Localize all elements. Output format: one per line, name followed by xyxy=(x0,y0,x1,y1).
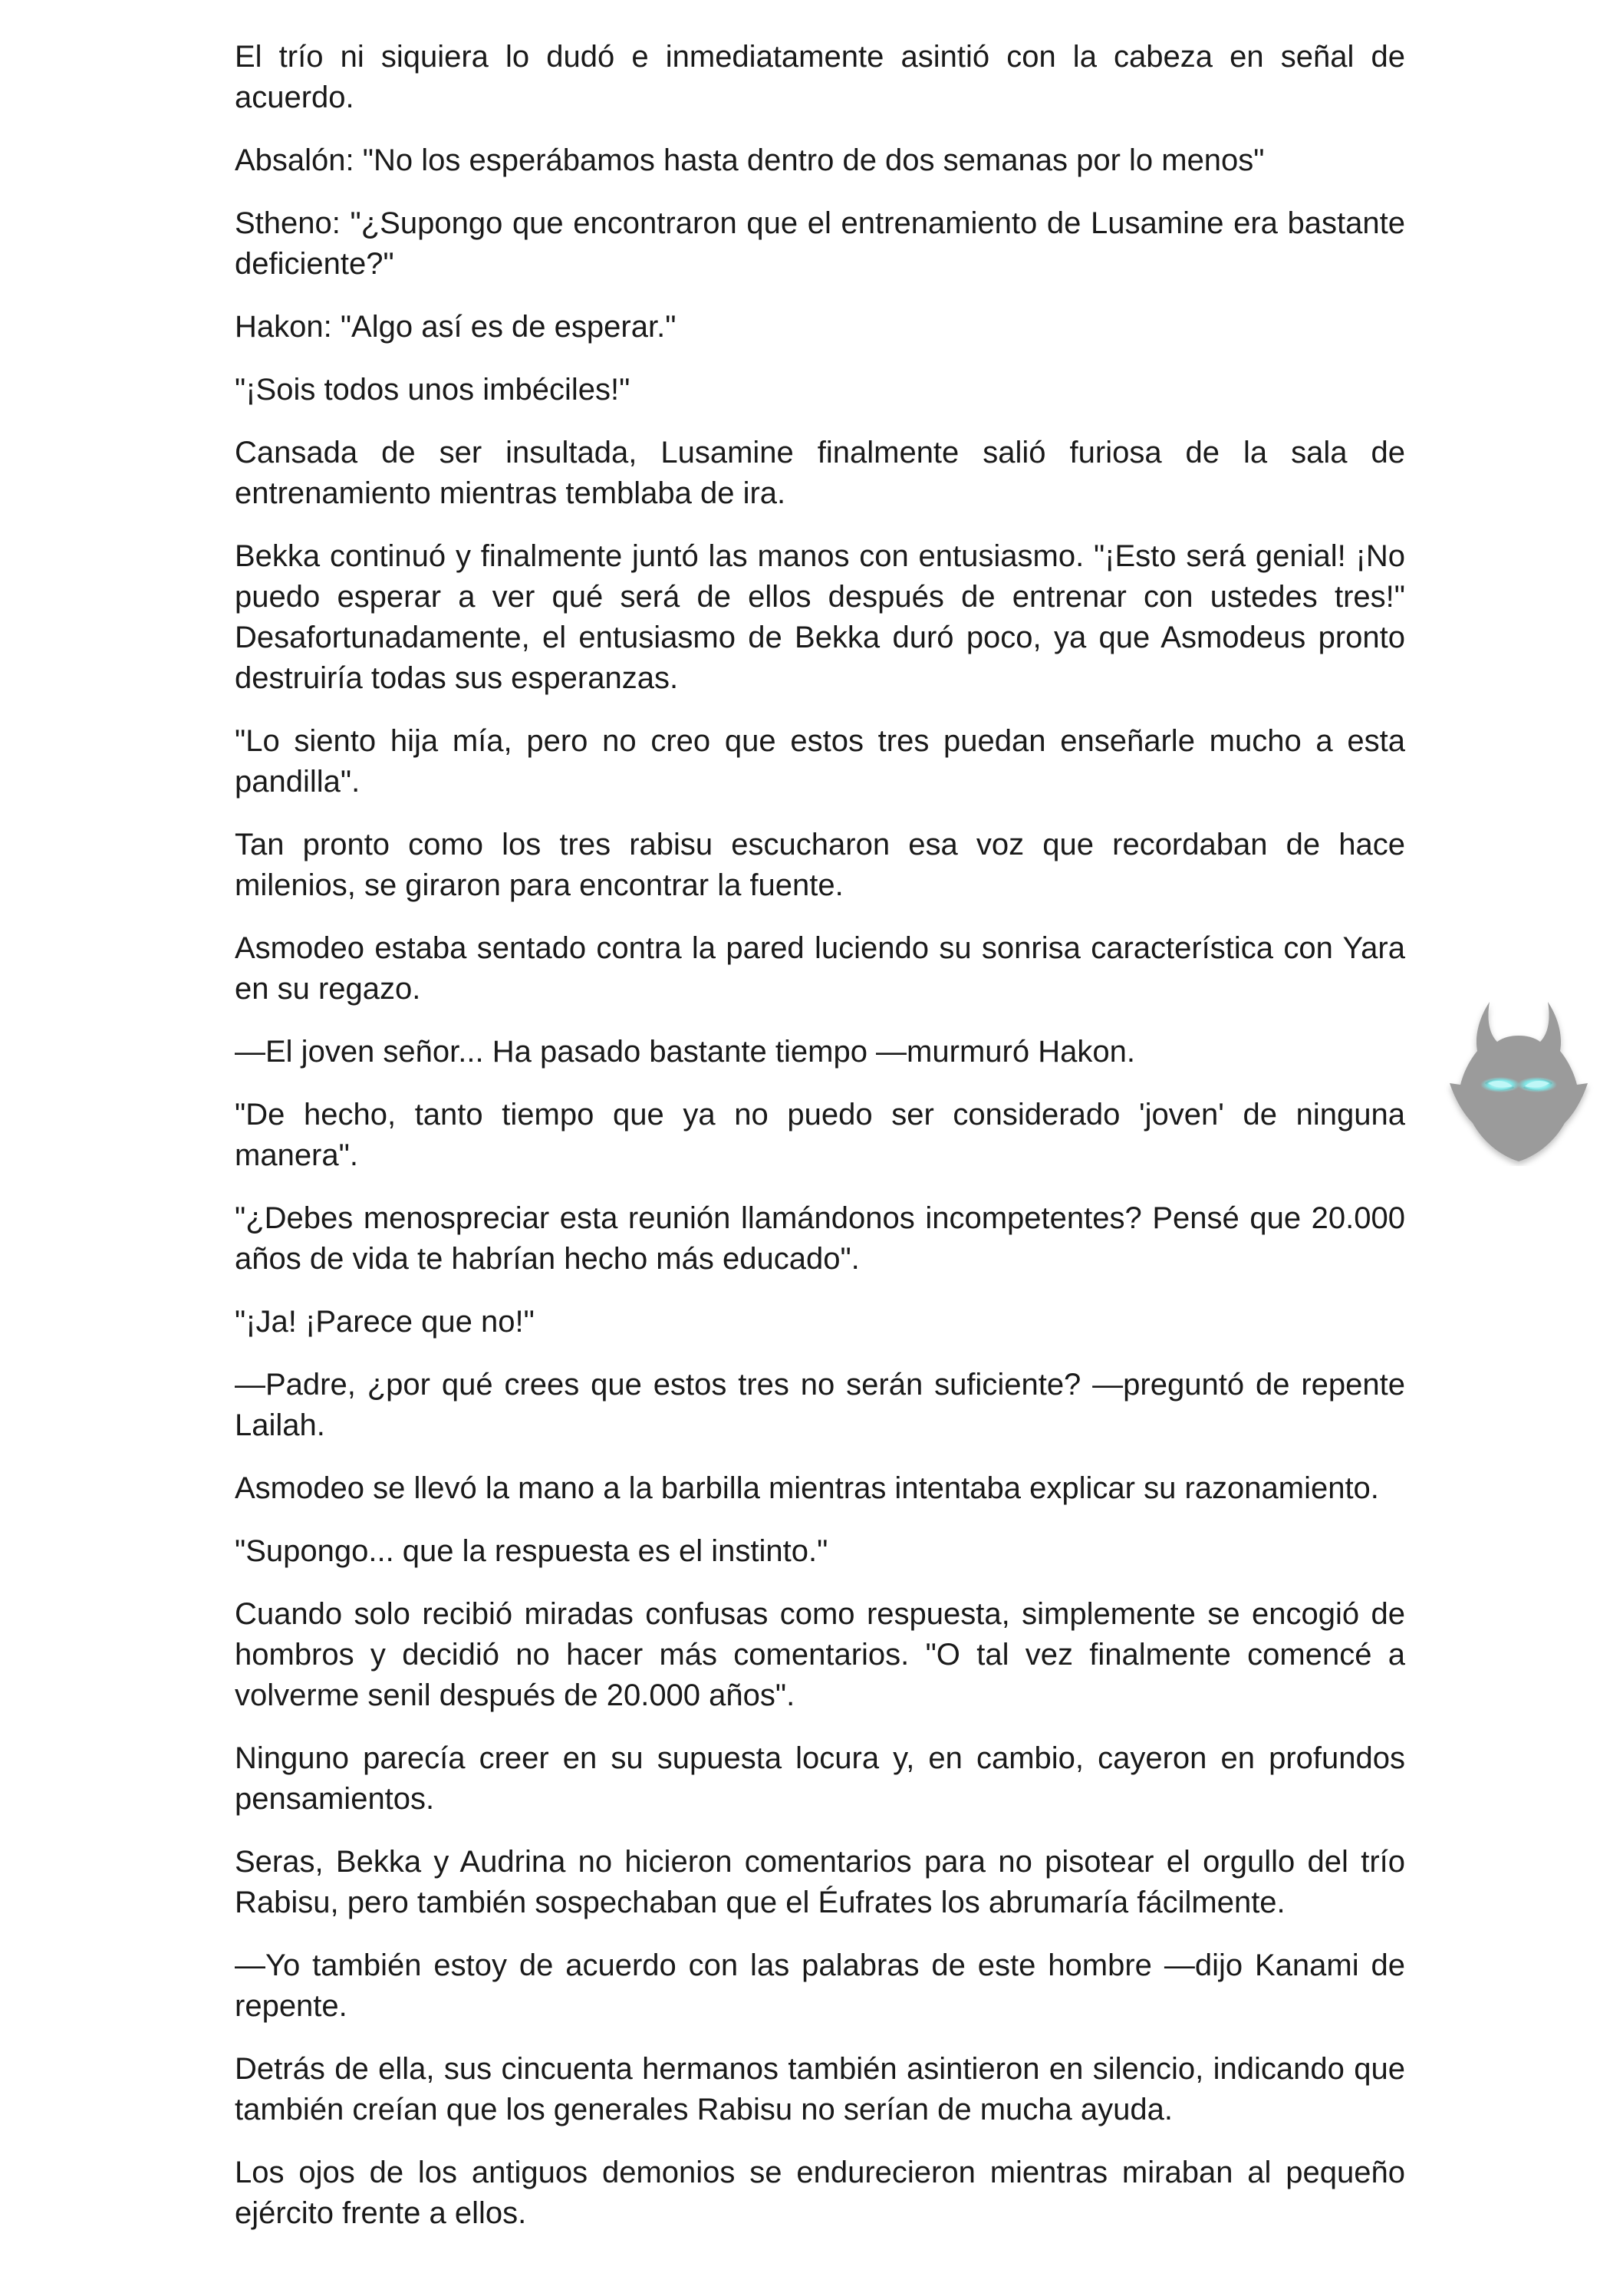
paragraph: Cansada de ser insultada, Lusamine finalmente salió furiosa de la sala de entrenamiento mientras temblaba de ira. xyxy=(235,436,1405,510)
paragraph: Asmodeo se llevó la mano a la barbilla mientras intentaba explicar su razonamiento. xyxy=(235,1471,1379,1505)
paragraph: Los ojos de los antiguos demonios se endurecieron mientras miraban al pequeño ejército frente a ellos. xyxy=(235,2156,1405,2230)
paragraph: Seras, Bekka y Audrina no hicieron comentarios para no pisotear el orgullo del trío Rabisu, pero también sospechaban que el Éufrates los abrumaría fácilmente. xyxy=(235,1845,1405,1919)
document-body xyxy=(235,37,1405,2234)
paragraph: Cuando solo recibió miradas confusas como respuesta, simplemente se encogió de hombros y decidió no hacer más comentarios. "O tal vez finalmente comencé a volverme senil después de 20.000 años". xyxy=(235,1597,1405,1712)
demon-head-icon xyxy=(1442,997,1595,1166)
paragraph: "¿Debes menospreciar esta reunión llamándonos incompetentes? Pensé que 20.000 años de vida te habrían hecho más educado". xyxy=(235,1201,1405,1276)
paragraph: Tan pronto como los tres rabisu escucharon esa voz que recordaban de hace milenios, se giraron para encontrar la fuente. xyxy=(235,828,1405,902)
paragraph: —Yo también estoy de acuerdo con las palabras de este hombre —dijo Kanami de repente. xyxy=(235,1948,1405,2023)
paragraph: Hakon: "Algo así es de esperar." xyxy=(235,310,677,344)
paragraph: Absalón: "No los esperábamos hasta dentro de dos semanas por lo menos" xyxy=(235,143,1265,177)
paragraph: "¡Ja! ¡Parece que no!" xyxy=(235,1305,535,1339)
paragraph: "Lo siento hija mía, pero no creo que estos tres puedan enseñarle mucho a esta pandilla". xyxy=(235,724,1405,799)
paragraph: —Padre, ¿por qué crees que estos tres no serán suficiente? —preguntó de repente Lailah. xyxy=(235,1368,1405,1442)
paragraph: —El joven señor... Ha pasado bastante tiempo —murmuró Hakon. xyxy=(235,1035,1135,1069)
paragraph: El trío ni siquiera lo dudó e inmediatamente asintió con la cabeza en señal de acuerdo. xyxy=(235,40,1405,114)
paragraph: "Supongo... que la respuesta es el instinto." xyxy=(235,1534,828,1568)
paragraph: "De hecho, tanto tiempo que ya no puedo ser considerado 'joven' de ninguna manera". xyxy=(235,1098,1405,1172)
paragraph: Ninguno parecía creer en su supuesta locura y, en cambio, cayeron en profundos pensamientos. xyxy=(235,1741,1405,1816)
paragraph: Asmodeo estaba sentado contra la pared luciendo su sonrisa característica con Yara en su regazo. xyxy=(235,931,1405,1006)
paragraph: Bekka continuó y finalmente juntó las manos con entusiasmo. "¡Esto será genial! ¡No puedo esperar a ver qué será de ellos después de entrenar con ustedes tres!" Desafortunadamente, el entusiasmo de Bekka duró poco, ya que Asmodeus pronto destruiría todas sus esperanzas. xyxy=(235,539,1405,695)
paragraph: Detrás de ella, sus cincuenta hermanos también asintieron en silencio, indicando que también creían que los generales Rabisu no serían de mucha ayuda. xyxy=(235,2052,1405,2126)
paragraph: Stheno: "¿Supongo que encontraron que el entrenamiento de Lusamine era bastante deficiente?" xyxy=(235,206,1405,281)
paragraph: "¡Sois todos unos imbéciles!" xyxy=(235,373,630,407)
